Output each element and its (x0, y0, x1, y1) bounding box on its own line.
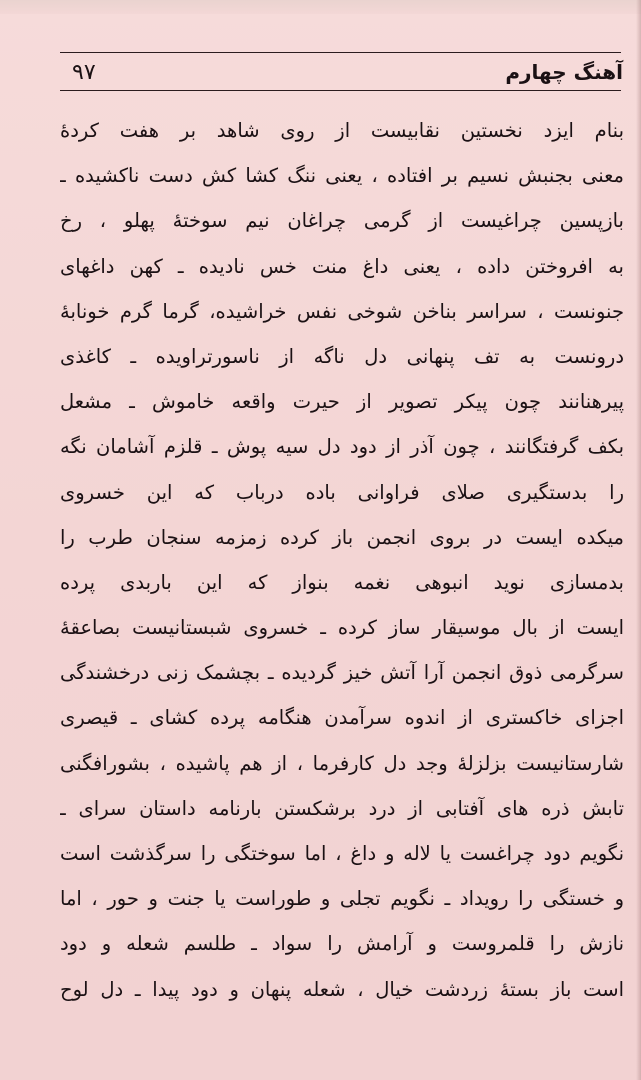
header-rule-top (60, 52, 621, 53)
text-line: بنام ایزد نخستین نقابیست از روی شاهد بر هفت کردهٔ (60, 119, 624, 142)
text-line: بکف گرفتگانند ، چون آذر از دود دل سیه پوش ـ قلزم آشامان نگه (60, 435, 624, 459)
text-line: و خستگی را رویداد ـ نگویم تجلی و طوراست یا جنت و حور ، اما (60, 887, 624, 911)
text-line: جنونست ، سراسر بناخن شوخی نفس خراشیده، گرما گرم خونابهٔ (60, 299, 624, 323)
header-rule-bottom (60, 90, 621, 91)
text-line: درونست به تف پنهانی دل ناگه از ناسورتراویده ـ کاغذی (60, 344, 624, 368)
text-line: تابش ذره های آفتابی از درد برشکستن بارنامه داستان سرای ـ (60, 796, 624, 820)
text-line: بدمسازی نوید انبوهی نغمه بنواز که این باربدی پرده (60, 570, 624, 594)
chapter-title: آهنگ چهارم (505, 60, 623, 84)
text-line: اجزای خاکستری از اندوه سرآمدن هنگامه پرده کشای ـ قیصری (60, 706, 624, 730)
page-number: ۹۷ (72, 60, 96, 85)
text-line: به افروختن داده ، یعنی داغ منت خس نادیده ـ کهن داغهای (60, 254, 624, 278)
text-line: نگویم دود چراغست یا لاله و داغ ، اما سوختگی را سرگذشت است (60, 842, 624, 865)
text-line: میکده ایست در بروی انجمن باز کرده زمزمه سنجان طرب را (60, 525, 624, 549)
running-header (60, 40, 625, 92)
body-text (60, 108, 624, 1012)
text-line: را بدستگیری صلای فراوانی باده درباب که این خسروی (60, 480, 624, 504)
text-line: نازش را قلمروست و آرامش را سواد ـ طلسم شعله و دود (60, 932, 624, 956)
text-line: پیرهنانند چون پیکر تصویر از حیرت واقعه خاموش ـ مشعل (60, 390, 624, 414)
text-line: معنی بجنبش نسیم بر افتاده ، یعنی ننگ کشا کش دست ناکشیده ـ (60, 164, 624, 188)
text-line: سرگرمی ذوق انجمن آرا آتش خیز گردیده ـ بچشمک زنی درخشندگی (60, 661, 624, 685)
text-line: بازپسین چراغیست از گرمی چراغان نیم سوختهٔ پهلو ، رخ (60, 209, 624, 233)
page-edge-shadow (636, 0, 641, 1080)
text-line: است باز بستهٔ زردشت خیال ، شعله پنهان و دود پیدا ـ دل لوح (60, 977, 624, 1001)
text-line: ایست از بال موسیقار ساز کرده ـ خسروی شبستانیست بصاعقهٔ (60, 616, 624, 640)
page-top-band (0, 0, 641, 14)
text-line: شارستانیست بزلزلهٔ وجد دل کارفرما ، از هم پاشیده ، بشورافگنی (60, 751, 624, 775)
